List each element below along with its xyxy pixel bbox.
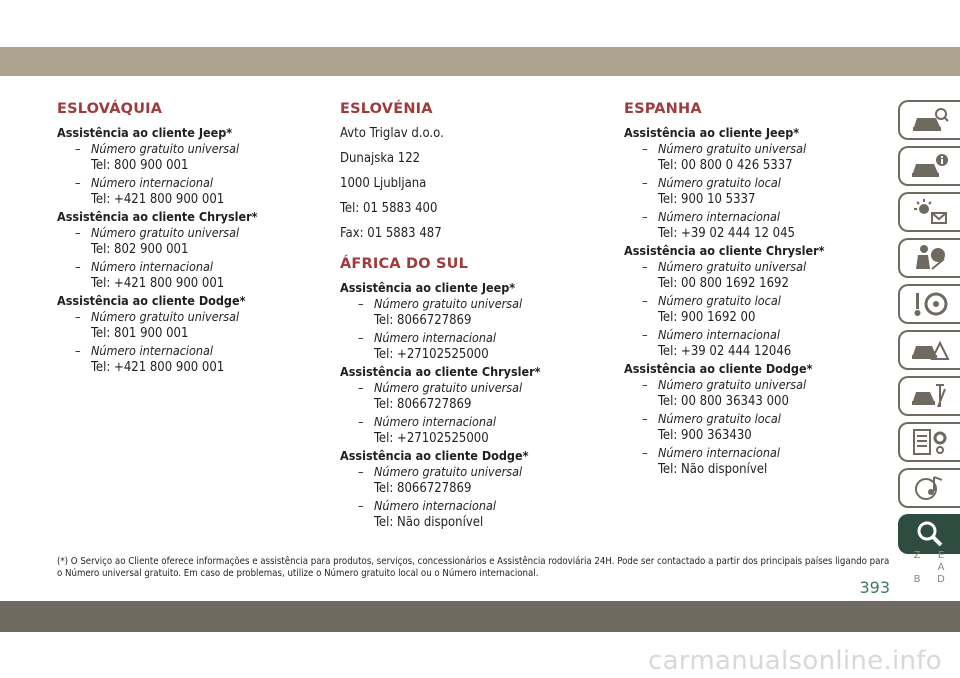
tab-steering-wheel[interactable] <box>898 284 960 324</box>
address-line: Dunajska 122 <box>340 151 421 166</box>
contact-entry <box>75 225 327 259</box>
contact-label <box>642 209 894 225</box>
contact-label-text: Número gratuito local <box>658 293 781 308</box>
contact-label <box>642 377 894 393</box>
phone-number: Tel: 8066727869 <box>374 481 472 496</box>
contact-label-text: Número internacional <box>374 414 497 429</box>
contact-label <box>642 293 894 309</box>
contact-label <box>642 141 894 157</box>
index-letter: Z <box>913 550 921 561</box>
phone-number: Tel: 00 800 0 426 5337 <box>658 158 793 173</box>
contact-label-text: Número gratuito local <box>658 175 781 190</box>
contact-label-text: Número gratuito universal <box>658 377 807 392</box>
contact-label-text: Número internacional <box>658 327 781 342</box>
phone-number: Tel: 900 10 5337 <box>658 192 756 207</box>
contact-label <box>75 343 327 359</box>
phone-number: Tel: +27102525000 <box>374 431 489 446</box>
address-line: Tel: 01 5883 400 <box>340 201 438 216</box>
contact-label <box>75 225 327 241</box>
dash-marker: – <box>642 141 648 156</box>
contact-entry <box>642 293 894 327</box>
service-title: Assistência ao cliente Dodge* <box>57 293 246 308</box>
page-number: 393 <box>859 578 890 597</box>
contact-label <box>358 296 610 312</box>
contact-entry <box>642 377 894 411</box>
contact-label <box>358 498 610 514</box>
dash-marker: – <box>642 175 648 190</box>
car-search-icon <box>910 105 950 135</box>
tab-airbag-safety[interactable] <box>898 238 960 278</box>
dash-marker: – <box>358 464 364 479</box>
index-letter <box>923 574 935 586</box>
contact-entry <box>75 309 327 343</box>
contact-label <box>358 330 610 346</box>
dash-marker: – <box>642 327 648 342</box>
contact-label-text: Número internacional <box>374 330 497 345</box>
dash-marker: – <box>358 380 364 395</box>
footer-band <box>0 601 960 632</box>
region-title: ESPANHA <box>624 101 702 117</box>
dash-marker: – <box>642 377 648 392</box>
dash-marker: – <box>642 445 648 460</box>
dash-marker: – <box>75 343 81 358</box>
steering-wheel-icon <box>910 289 950 319</box>
contact-label <box>75 141 327 157</box>
service-title: Assistência ao cliente Jeep* <box>340 280 516 295</box>
region-title: ESLOVÁQUIA <box>57 101 163 117</box>
index-letter: D <box>937 574 945 585</box>
dash-marker: – <box>358 498 364 513</box>
contact-label <box>642 259 894 275</box>
contact-entry <box>75 141 327 175</box>
phone-number: Tel: 00 800 1692 1692 <box>658 276 789 291</box>
dash-marker: – <box>75 225 81 240</box>
tab-car-search[interactable] <box>898 100 960 140</box>
phone-number: Tel: Não disponível <box>658 462 768 477</box>
dash-marker: – <box>75 141 81 156</box>
phone-number: Tel: +421 800 900 001 <box>91 192 225 207</box>
contact-label <box>642 175 894 191</box>
contact-label-text: Número internacional <box>91 343 214 358</box>
column-3 <box>624 100 894 479</box>
service-title: Assistência ao cliente Dodge* <box>340 448 529 463</box>
address-line: 1000 Ljubljana <box>340 176 427 191</box>
phone-number: Tel: Não disponível <box>374 515 484 530</box>
phone-number: Tel: 00 800 36343 000 <box>658 394 789 409</box>
phone-number: Tel: +27102525000 <box>374 347 489 362</box>
contact-label-text: Número internacional <box>658 209 781 224</box>
contact-entry <box>358 330 610 364</box>
service-title: Assistência ao cliente Chrysler* <box>57 209 258 224</box>
service-title: Assistência ao cliente Jeep* <box>57 125 233 140</box>
contact-label-text: Número gratuito universal <box>91 141 240 156</box>
index-letter <box>923 550 935 562</box>
column-2 <box>340 100 610 532</box>
service-title: Assistência ao cliente Chrysler* <box>624 243 825 258</box>
contact-entry <box>358 296 610 330</box>
dash-marker: – <box>642 293 648 308</box>
contact-label-text: Número internacional <box>658 445 781 460</box>
airbag-safety-icon <box>910 243 950 273</box>
phone-number: Tel: 8066727869 <box>374 313 472 328</box>
contact-label <box>358 380 610 396</box>
index-letter: A <box>937 562 945 573</box>
dash-marker: – <box>75 259 81 274</box>
index-letter <box>923 562 935 574</box>
contact-entry <box>642 445 894 479</box>
tab-alphabetical-index[interactable] <box>898 548 960 588</box>
warning-lights-icon <box>910 197 950 227</box>
tab-car-warning-triangle[interactable] <box>898 330 960 370</box>
contact-label <box>642 445 894 461</box>
contact-label <box>75 259 327 275</box>
dash-marker: – <box>642 259 648 274</box>
phone-number: Tel: +421 800 900 001 <box>91 360 225 375</box>
phone-number: Tel: 802 900 001 <box>91 242 189 257</box>
contact-entry <box>358 380 610 414</box>
magnifier-icon <box>910 519 950 549</box>
header-band <box>0 47 960 76</box>
contact-label <box>642 327 894 343</box>
dash-marker: – <box>642 209 648 224</box>
phone-number: Tel: 8066727869 <box>374 397 472 412</box>
phone-number: Tel: 801 900 001 <box>91 326 189 341</box>
contact-label-text: Número internacional <box>91 259 214 274</box>
column-1 <box>57 100 327 377</box>
contact-entry <box>642 411 894 445</box>
phone-number: Tel: 900 363430 <box>658 428 752 443</box>
contact-label <box>358 464 610 480</box>
contact-label-text: Número gratuito universal <box>374 464 523 479</box>
car-info-icon <box>910 151 950 181</box>
watermark: carmanualsonline.info <box>647 646 942 676</box>
footnote: (*) O Serviço ao Cliente oferece informações e assistência para produtos, serviços, concessionários e Assistência rodoviária 24H. Pode ser contactado a partir dos principais países ligando para o Número universal gratuito. Em caso de problemas, utilize o Número gratuito local ou o Número internacional. <box>57 556 890 579</box>
contact-label <box>75 309 327 325</box>
contact-entry <box>642 327 894 361</box>
contact-label-text: Número gratuito universal <box>658 259 807 274</box>
contact-entry <box>75 343 327 377</box>
contact-label-text: Número internacional <box>91 175 214 190</box>
contact-label-text: Número gratuito universal <box>91 309 240 324</box>
address-line: Fax: 01 5883 487 <box>340 226 442 241</box>
service-title: Assistência ao cliente Chrysler* <box>340 364 541 379</box>
address-line: Avto Triglav d.o.o. <box>340 126 444 141</box>
contact-entry <box>75 175 327 209</box>
contact-entry <box>358 464 610 498</box>
dash-marker: – <box>75 309 81 324</box>
phone-number: Tel: 900 1692 00 <box>658 310 756 325</box>
tab-car-tools[interactable] <box>898 376 960 416</box>
dash-marker: – <box>358 330 364 345</box>
dash-marker: – <box>642 411 648 426</box>
dash-marker: – <box>358 296 364 311</box>
contact-entry <box>358 498 610 532</box>
contact-label-text: Número gratuito universal <box>374 380 523 395</box>
index-letter: B <box>913 574 921 585</box>
tab-warning-lights[interactable] <box>898 192 960 232</box>
phone-number: Tel: +39 02 444 12 045 <box>658 226 795 241</box>
tab-car-info[interactable] <box>898 146 960 186</box>
phone-number: Tel: 800 900 001 <box>91 158 189 173</box>
multimedia-icon <box>910 473 950 503</box>
index-letter: E <box>937 550 945 561</box>
contact-label <box>75 175 327 191</box>
contact-label <box>642 411 894 427</box>
region-title: ESLOVÉNIA <box>340 101 433 117</box>
contact-label <box>358 414 610 430</box>
contact-label-text: Número gratuito universal <box>658 141 807 156</box>
dash-marker: – <box>358 414 364 429</box>
service-title: Assistência ao cliente Dodge* <box>624 361 813 376</box>
contact-entry <box>642 209 894 243</box>
car-tools-icon <box>910 381 950 411</box>
service-title: Assistência ao cliente Jeep* <box>624 125 800 140</box>
specifications-gear-icon <box>910 427 950 457</box>
region-title: ÁFRICA DO SUL <box>340 256 469 272</box>
contact-entry <box>642 259 894 293</box>
phone-number: Tel: +421 800 900 001 <box>91 276 225 291</box>
contact-label-text: Número gratuito universal <box>91 225 240 240</box>
contact-entry <box>642 175 894 209</box>
phone-number: Tel: +39 02 444 12046 <box>658 344 792 359</box>
car-warning-triangle-icon <box>910 335 950 365</box>
index-letter <box>911 562 923 574</box>
contact-entry <box>75 259 327 293</box>
contact-label-text: Número gratuito universal <box>374 296 523 311</box>
contact-label-text: Número gratuito local <box>658 411 781 426</box>
contact-entry <box>358 414 610 448</box>
dash-marker: – <box>75 175 81 190</box>
tab-multimedia[interactable] <box>898 468 960 508</box>
alphabetical-index-icon <box>911 550 947 586</box>
contact-entry <box>642 141 894 175</box>
tab-specifications[interactable] <box>898 422 960 462</box>
contact-label-text: Número internacional <box>374 498 497 513</box>
